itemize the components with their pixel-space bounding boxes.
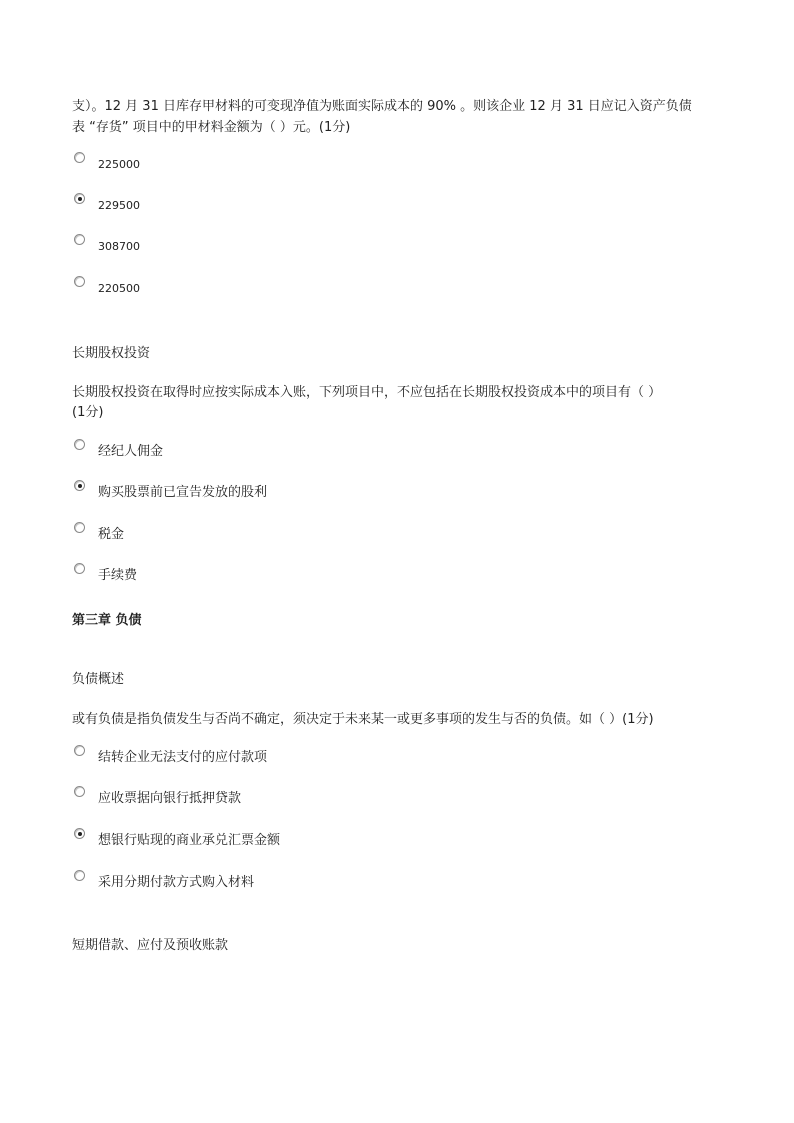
- radio-button[interactable]: [74, 234, 85, 245]
- option-label: 手续费: [98, 568, 138, 583]
- question-3-option-b[interactable]: [72, 790, 672, 812]
- radio-button[interactable]: [74, 745, 85, 756]
- question-1-option-c[interactable]: [72, 238, 672, 260]
- question-2-option-b[interactable]: [72, 484, 672, 506]
- radio-button-selected[interactable]: [74, 480, 85, 491]
- option-label: 308700: [98, 240, 140, 253]
- question-1-option-d[interactable]: [72, 280, 672, 302]
- question-2-text-line-1: 长期股权投资在取得时应按实际成本入账，下列项目中，不应包括在长期股权投资成本中的项目有（ ）: [72, 385, 662, 400]
- question-2-option-c[interactable]: [72, 526, 672, 548]
- option-label: 229500: [98, 199, 140, 212]
- section-title-short-term-loans: 短期借款、应付及预收账款: [72, 938, 229, 953]
- question-2-text-line-2: (1分): [72, 405, 104, 420]
- radio-button[interactable]: [74, 870, 85, 881]
- section-title-long-term-equity: 长期股权投资: [72, 346, 151, 361]
- radio-button-selected[interactable]: [74, 193, 85, 204]
- question-3-option-c[interactable]: [72, 832, 672, 854]
- option-label: 经纪人佣金: [98, 444, 164, 459]
- chapter-title: 第三章 负债: [72, 613, 142, 628]
- radio-button[interactable]: [74, 522, 85, 533]
- question-2-option-d[interactable]: [72, 567, 672, 589]
- question-1-option-a[interactable]: [72, 156, 672, 178]
- option-label: 220500: [98, 282, 140, 295]
- question-3-option-d[interactable]: [72, 874, 672, 896]
- option-label: 想银行贴现的商业承兑汇票金额: [98, 833, 281, 848]
- question-1-text-line-2: 表 “存货” 项目中的甲材料金额为（ ）元。(1分): [72, 120, 351, 135]
- option-label: 税金: [98, 527, 125, 542]
- question-2-option-a[interactable]: [72, 443, 672, 465]
- radio-button[interactable]: [74, 152, 85, 163]
- radio-button[interactable]: [74, 439, 85, 450]
- section-title-liabilities-overview: 负债概述: [72, 672, 125, 687]
- option-label: 购买股票前已宣告发放的股利: [98, 485, 268, 500]
- radio-button[interactable]: [74, 276, 85, 287]
- option-label: 结转企业无法支付的应付款项: [98, 750, 268, 765]
- radio-button[interactable]: [74, 563, 85, 574]
- radio-button[interactable]: [74, 786, 85, 797]
- option-label: 225000: [98, 158, 140, 171]
- option-label: 应收票据向银行抵押贷款: [98, 791, 242, 806]
- question-3-option-a[interactable]: [72, 749, 672, 771]
- question-3-text-line-1: 或有负债是指负债发生与否尚不确定，须决定于未来某一或更多事项的发生与否的负债。如（ ）(1分): [72, 712, 654, 727]
- radio-button-selected[interactable]: [74, 828, 85, 839]
- option-label: 采用分期付款方式购入材料: [98, 875, 255, 890]
- question-1-text-line-1: 支）。12 月 31 日库存甲材料的可变现净值为账面实际成本的 90% 。则该企业 12 月 31 日应记入资产负债: [72, 99, 692, 114]
- question-1-option-b[interactable]: [72, 197, 672, 219]
